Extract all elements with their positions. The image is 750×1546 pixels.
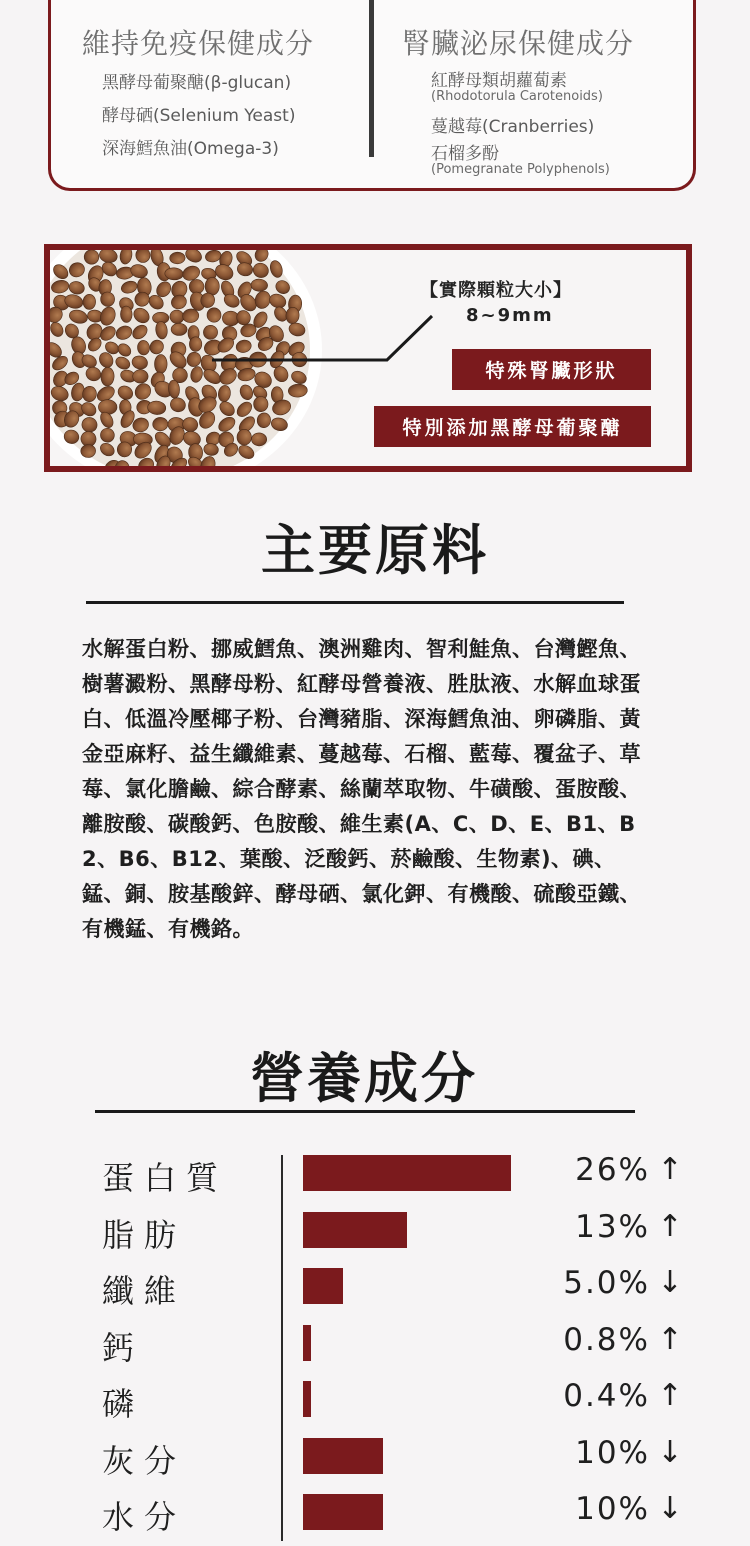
nutrition-value: 10% <box>575 1491 650 1527</box>
kidney-item: 紅酵母類胡蘿蔔素 <box>431 71 567 91</box>
immune-item: 酵母硒(Selenium Yeast) <box>102 106 296 126</box>
kidney-title: 腎臟泌尿保健成分 <box>402 27 635 60</box>
nutrition-value: 10% <box>575 1434 650 1471</box>
arrow-down-icon: ↓ <box>657 1265 683 1300</box>
kibble-piece <box>155 355 168 374</box>
nutrition-value: 0.4% <box>563 1378 650 1414</box>
nutrition-title: 營養成分 <box>250 1047 478 1110</box>
arrow-up-icon: ↑ <box>657 1378 683 1413</box>
kibble-piece <box>83 294 96 310</box>
kibble-piece <box>171 323 187 335</box>
nutrition-label: 灰分 <box>102 1441 187 1480</box>
arrow-up-icon: ↑ <box>657 1208 683 1244</box>
kidney-item-sub: (Rhodotorula Carotenoids) <box>431 89 603 104</box>
nutrition-bar <box>303 1381 311 1417</box>
nutrition-rule <box>95 1110 635 1113</box>
nutrition-label: 鈣 <box>102 1328 145 1367</box>
nutrition-value: 0.8% <box>563 1321 650 1358</box>
arrow-down-icon: ↓ <box>657 1434 683 1470</box>
nutrition-label: 纖維 <box>102 1272 187 1310</box>
ingredients-text: 水解蛋白粉、挪威鱈魚、澳洲雞肉、智利鮭魚、台灣鰹魚、樹薯澱粉、黑酵母粉、紅酵母營養液、胜肽液、水解血球蛋白、低溫冷壓椰子粉、台灣豬脂、深海鱈魚油、卵磷脂、黃金亞麻籽、益生纖維素、蔓越莓、石榴、藍莓、覆盆子、草莓、氯化膽鹼、綜合酵素、絲蘭萃取物、牛磺酸、蛋胺酸、離胺酸、碳酸鈣、色胺酸、維生素(A、C、D、E、B1、B2、B6、B12、葉酸、泛酸鈣、菸鹼酸、生物素)、碘、錳、銅、胺基酸鋅、酵母硒、氯化鉀、有機酸、硫酸亞鐵、有機錳、有機鉻。 <box>82 637 641 941</box>
nutrition-label: 蛋白質 <box>102 1159 229 1197</box>
kidney-shape-tag: 特殊腎臟形狀 <box>452 349 651 390</box>
nutrition-label: 磷 <box>102 1385 145 1423</box>
nutrition-label: 脂肪 <box>102 1215 187 1254</box>
column-divider <box>369 0 374 157</box>
nutrition-value: 26% <box>575 1152 650 1188</box>
kibble-piece <box>98 400 117 415</box>
nutrition-value: 5.0% <box>563 1265 650 1301</box>
kidney-item: 石榴多酚 <box>431 144 499 164</box>
arrow-up-icon: ↑ <box>657 1152 683 1187</box>
immune-title: 維持免疫保健成分 <box>82 27 315 60</box>
nutrition-bar <box>303 1494 383 1530</box>
nutrition-bar <box>303 1212 407 1248</box>
nutrition-bar <box>303 1155 511 1191</box>
kibble-piece <box>189 337 202 352</box>
nutrition-value: 13% <box>575 1208 650 1245</box>
nutrition-bar <box>303 1438 383 1474</box>
immune-item: 深海鱈魚油(Omega-3) <box>102 139 279 159</box>
nutrition-label: 水分 <box>102 1498 187 1536</box>
arrow-up-icon: ↑ <box>657 1321 683 1357</box>
kibble-piece <box>133 370 149 384</box>
beta-glucan-tag: 特別添加黑酵母葡聚醣 <box>374 406 651 447</box>
kidney-item-sub: (Pomegranate Polyphenols) <box>431 162 610 177</box>
ingredients-rule <box>86 601 624 604</box>
arrow-down-icon: ↓ <box>657 1491 683 1526</box>
actual-size-value: 8~9mm <box>466 305 554 326</box>
actual-size-label: 【實際顆粒大小】 <box>420 280 572 301</box>
nutrition-bar <box>303 1268 343 1304</box>
immune-item: 黑酵母葡聚醣(β-glucan) <box>102 73 292 93</box>
nutrition-bar <box>303 1325 311 1361</box>
ingredients-title: 主要原料 <box>261 519 489 582</box>
kidney-item: 蔓越莓(Cranberries) <box>431 117 595 137</box>
kibble-piece <box>205 277 219 295</box>
nutrition-axis <box>281 1155 283 1541</box>
kibble-piece <box>237 429 251 445</box>
kibble-piece <box>251 433 267 447</box>
kibble-piece <box>152 417 168 431</box>
kibble-piece <box>207 308 221 323</box>
